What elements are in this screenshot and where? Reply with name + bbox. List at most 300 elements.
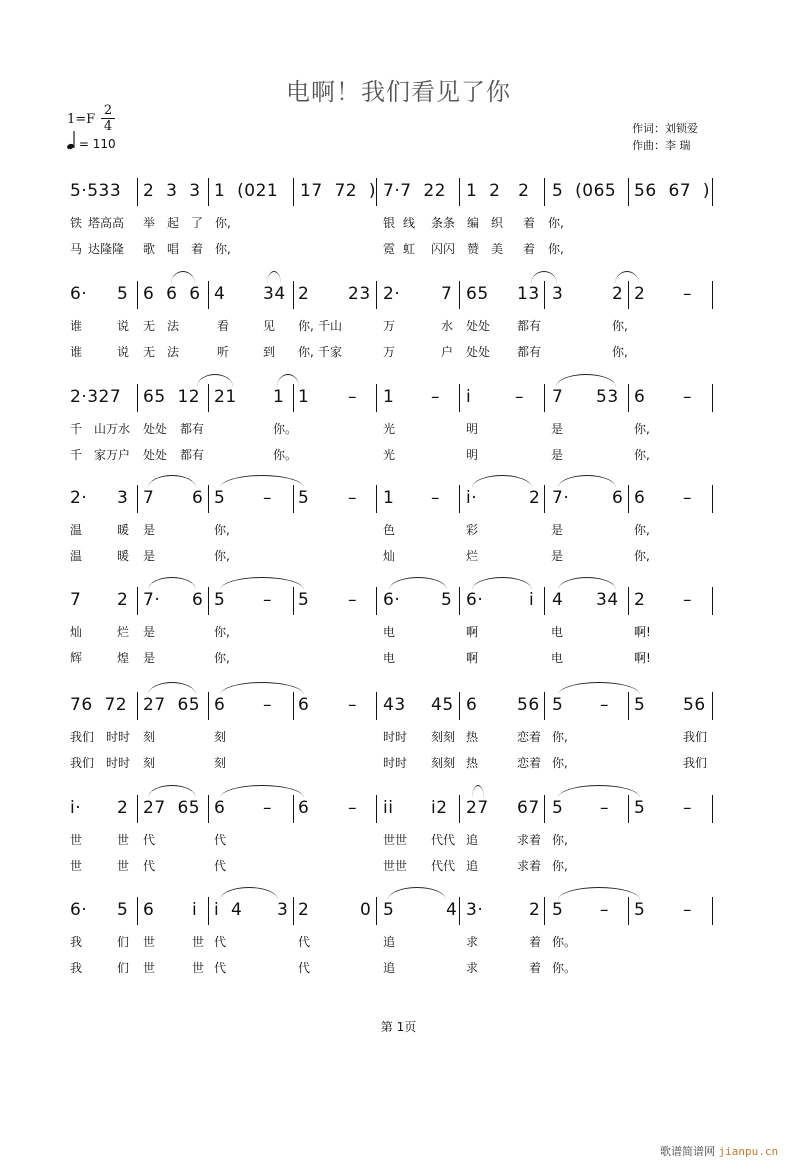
barline <box>544 384 545 412</box>
note-group: 6 <box>298 798 310 818</box>
note-group: 56 67 ) <box>634 181 711 201</box>
time-signature-denominator: 4 <box>103 119 113 134</box>
barline <box>712 384 713 412</box>
lyric-verse-1: 你, <box>215 216 231 230</box>
lyric-verse-1: 恋着 <box>517 730 542 744</box>
barline <box>712 485 713 513</box>
lyric-verse-1: 举 <box>143 216 156 230</box>
note-group: 7·7 22 <box>383 181 446 201</box>
lyric-verse-1: 烂 <box>117 625 130 639</box>
note-group: 56 <box>683 695 706 715</box>
note-group: 27 65 <box>143 798 201 818</box>
lyric-verse-2: 到 <box>263 345 276 359</box>
barline <box>137 485 138 513</box>
note-group: 5 <box>441 590 453 610</box>
note-group: 7 <box>552 387 564 407</box>
lyric-verse-2: 代 <box>214 961 227 975</box>
lyric-verse-1: 说 <box>117 319 130 333</box>
lyric-verse-1: 啊 <box>466 625 479 639</box>
note-group: – <box>348 488 357 508</box>
barline <box>712 178 713 206</box>
barline <box>459 178 460 206</box>
lyric-verse-1: 温 <box>70 523 83 537</box>
lyric-verse-1: 见 <box>263 319 276 333</box>
note-group: – <box>683 798 692 818</box>
lyric-verse-2: 千 <box>70 448 83 462</box>
note-group: – <box>263 798 272 818</box>
note-group: 23 <box>348 284 371 304</box>
note-group: 6 <box>143 900 155 920</box>
lyric-verse-1: 世 <box>192 935 205 949</box>
lyric-verse-2: 求着 <box>517 859 542 873</box>
note-group: 5 <box>117 284 129 304</box>
barline <box>376 281 377 309</box>
lyric-verse-1: 无 <box>143 319 156 333</box>
note-group: 1 <box>273 387 285 407</box>
note-group: ii <box>383 798 394 818</box>
barline <box>628 178 629 206</box>
lyric-verse-1: 彩 <box>466 523 479 537</box>
barline <box>376 795 377 823</box>
note-group: 34 <box>596 590 619 610</box>
lyric-verse-1: 法 <box>167 319 180 333</box>
lyric-verse-2: 啊 <box>466 651 479 665</box>
lyric-verse-2: 我们 <box>70 756 95 770</box>
note-group: 3 <box>117 488 129 508</box>
lyric-verse-1: 谁 <box>70 319 83 333</box>
lyric-verse-1: 世 <box>143 935 156 949</box>
lyric-verse-2: 美 <box>491 242 504 256</box>
barline <box>208 384 209 412</box>
note-group: – <box>263 695 272 715</box>
lyric-verse-2: 你, <box>214 651 230 665</box>
barline <box>628 485 629 513</box>
lyric-verse-2: 赞 <box>467 242 480 256</box>
lyric-verse-1: 处处 <box>466 319 491 333</box>
note-group: 1 2 2 <box>466 181 530 201</box>
score-system <box>0 797 797 897</box>
lyric-verse-1: 世 <box>70 833 83 847</box>
lyric-verse-1: 我们 <box>683 730 708 744</box>
key-signature: 1=F <box>67 112 96 127</box>
barline <box>293 384 294 412</box>
lyric-verse-1: 色 <box>383 523 396 537</box>
note-group: 2· <box>70 488 88 508</box>
song-title: 电啊！我们看见了你 <box>286 78 511 106</box>
lyricist: 作词：刘锁爱 <box>632 122 698 135</box>
note-group: – <box>683 900 692 920</box>
lyric-verse-1: 代 <box>214 833 227 847</box>
barline <box>459 384 460 412</box>
note-group: 45 <box>431 695 454 715</box>
lyric-verse-1: 你, <box>612 319 628 333</box>
barline <box>628 281 629 309</box>
note-group: 4 <box>214 284 226 304</box>
lyric-verse-2: 温 <box>70 549 83 563</box>
lyric-verse-2: 你, <box>214 549 230 563</box>
note-group: 6 <box>192 488 204 508</box>
lyric-verse-1: 代 <box>298 935 311 949</box>
lyric-verse-2: 虹 <box>403 242 416 256</box>
barline <box>712 795 713 823</box>
note-group: 6 <box>634 488 646 508</box>
score-system <box>0 589 797 689</box>
note-group: 3· <box>466 900 484 920</box>
lyric-verse-1: 看 <box>217 319 230 333</box>
lyric-verse-1: 我们 <box>70 730 95 744</box>
lyric-verse-2: 你, <box>552 756 568 770</box>
note-group: 6· <box>70 284 88 304</box>
lyric-verse-1: 刻 <box>143 730 156 744</box>
barline <box>376 897 377 925</box>
lyric-verse-1: 啊! <box>634 625 651 639</box>
score-system <box>0 694 797 794</box>
barline <box>293 485 294 513</box>
lyric-verse-2: 刻 <box>214 756 227 770</box>
note-group: 7· <box>552 488 570 508</box>
lyric-verse-2: 都有 <box>180 448 205 462</box>
barline <box>712 587 713 615</box>
note-group: i <box>466 387 472 407</box>
page-number: 第 1页 <box>380 1020 417 1034</box>
lyric-verse-2: 你。 <box>273 448 298 462</box>
note-group: 56 <box>517 695 540 715</box>
lyric-verse-1: 了 <box>191 216 204 230</box>
lyric-verse-2: 求 <box>466 961 479 975</box>
lyric-verse-1: 求 <box>466 935 479 949</box>
lyric-verse-2: 你, <box>612 345 628 359</box>
lyric-verse-1: 是 <box>551 523 564 537</box>
lyric-verse-2: 你, <box>634 448 650 462</box>
note-group: – <box>600 695 609 715</box>
lyric-verse-1: 处处 <box>143 422 168 436</box>
lyric-verse-1: 你, <box>298 319 314 333</box>
barline <box>208 587 209 615</box>
note-group: 2 <box>117 798 129 818</box>
score-system <box>0 283 797 383</box>
barline <box>137 587 138 615</box>
watermark-text: 歌谱简谱网 <box>660 1145 715 1158</box>
note-group: 1 <box>383 387 395 407</box>
note-group: 6 <box>634 387 646 407</box>
lyric-verse-1: 千 <box>70 422 83 436</box>
lyric-verse-2: 辉 <box>70 651 83 665</box>
lyric-verse-1: 你, <box>214 523 230 537</box>
barline <box>544 795 545 823</box>
note-group: 76 72 <box>70 695 128 715</box>
lyric-verse-2: 代 <box>298 961 311 975</box>
watermark-site: jianpu.cn <box>718 1145 779 1158</box>
note-group: 5 <box>552 798 564 818</box>
lyric-verse-2: 着 <box>529 961 542 975</box>
barline <box>293 587 294 615</box>
note-group: 7 <box>143 488 155 508</box>
note-group: 1 (021 <box>214 181 279 201</box>
note-group: 5 <box>634 900 646 920</box>
lyric-verse-1: 着 <box>529 935 542 949</box>
lyric-verse-1: 你, <box>634 422 650 436</box>
note-group: 65 <box>466 284 489 304</box>
lyric-verse-1: 你, <box>548 216 564 230</box>
tempo-marking <box>67 137 116 151</box>
barline <box>208 897 209 925</box>
lyric-verse-2: 是 <box>143 651 156 665</box>
note-group: 43 <box>383 695 406 715</box>
tempo-value: = 110 <box>78 137 116 151</box>
note-group: i <box>192 900 198 920</box>
note-group: 27 <box>466 798 489 818</box>
note-group: 34 <box>263 284 286 304</box>
note-group: 7· <box>143 590 161 610</box>
lyric-verse-1: 编 <box>467 216 480 230</box>
lyric-verse-2: 世 <box>117 859 130 873</box>
lyric-verse-2: 歌 <box>143 242 156 256</box>
barline <box>544 587 545 615</box>
lyric-verse-2: 代代 <box>431 859 456 873</box>
note-group: 5 (065 <box>552 181 617 201</box>
lyric-verse-2: 电 <box>383 651 396 665</box>
lyric-verse-2: 电 <box>551 651 564 665</box>
lyric-verse-2: 煌 <box>117 651 130 665</box>
lyric-verse-2: 我们 <box>683 756 708 770</box>
lyric-verse-1: 追 <box>466 833 479 847</box>
note-group: 2 <box>529 900 541 920</box>
note-group: 5 <box>298 488 310 508</box>
barline <box>628 692 629 720</box>
lyric-verse-1: 光 <box>383 422 396 436</box>
barline <box>712 692 713 720</box>
note-group: 3 <box>552 284 564 304</box>
barline <box>712 897 713 925</box>
barline <box>137 692 138 720</box>
barline <box>376 178 377 206</box>
lyric-verse-2: 烂 <box>466 549 479 563</box>
lyric-verse-2: 灿 <box>383 549 396 563</box>
composer: 作曲：李 瑞 <box>632 139 691 152</box>
lyric-verse-2: 马 <box>70 242 83 256</box>
note-group: 6 <box>466 695 478 715</box>
lyric-verse-1: 你, <box>552 730 568 744</box>
note-group: – <box>348 695 357 715</box>
lyric-verse-1: 你, <box>634 523 650 537</box>
lyric-verse-2: 时时 <box>383 756 408 770</box>
note-group: – <box>683 488 692 508</box>
note-group: 21 <box>214 387 237 407</box>
lyric-verse-1: 灿 <box>70 625 83 639</box>
note-group: 2 <box>529 488 541 508</box>
note-group: 5·533 <box>70 181 122 201</box>
lyric-verse-2: 着 <box>523 242 536 256</box>
note-group: 5 <box>383 900 395 920</box>
note-group: 17 72 ) <box>300 181 377 201</box>
note-group: 6· <box>70 900 88 920</box>
note-group: 6 <box>192 590 204 610</box>
barline <box>293 178 294 206</box>
note-group: 4 <box>552 590 564 610</box>
lyric-verse-2: 说 <box>117 345 130 359</box>
lyric-verse-1: 织 <box>491 216 504 230</box>
note-group: – <box>348 798 357 818</box>
barline <box>712 281 713 309</box>
lyric-verse-1: 追 <box>383 935 396 949</box>
barline <box>628 897 629 925</box>
lyric-verse-1: 是 <box>143 523 156 537</box>
lyric-verse-2: 你, <box>548 242 564 256</box>
lyric-verse-1: 银 <box>383 216 396 230</box>
lyric-verse-2: 无 <box>143 345 156 359</box>
note-group: 2 <box>298 900 310 920</box>
lyric-verse-2: 代 <box>214 859 227 873</box>
barline <box>208 281 209 309</box>
barline <box>628 795 629 823</box>
lyric-verse-1: 热 <box>466 730 479 744</box>
note-group: 2 3 3 <box>143 181 201 201</box>
note-group: 5 <box>214 590 226 610</box>
lyric-verse-1: 明 <box>466 422 479 436</box>
lyric-verse-2: 时时 <box>106 756 131 770</box>
barline <box>208 692 209 720</box>
lyric-verse-2: 我 <box>70 961 83 975</box>
note-group: 4 <box>446 900 458 920</box>
lyric-verse-2: 法 <box>167 345 180 359</box>
note-group: i 4 <box>214 900 243 920</box>
lyric-verse-2: 恋着 <box>517 756 542 770</box>
credits <box>632 120 698 154</box>
lyric-verse-2: 霓 <box>383 242 396 256</box>
lyric-verse-2: 听 <box>217 345 230 359</box>
note-group: i <box>529 590 535 610</box>
barline <box>208 178 209 206</box>
barline <box>628 384 629 412</box>
lyric-verse-2: 处处 <box>143 448 168 462</box>
barline <box>376 692 377 720</box>
note-group: 7 <box>70 590 82 610</box>
barline <box>137 795 138 823</box>
lyric-verse-1: 刻 <box>214 730 227 744</box>
lyric-verse-1: 世世 <box>383 833 408 847</box>
score-system <box>0 180 797 280</box>
note-group: – <box>348 590 357 610</box>
lyric-verse-2: 你, <box>634 549 650 563</box>
note-group: 53 <box>596 387 619 407</box>
lyric-verse-1: 我 <box>70 935 83 949</box>
barline <box>544 897 545 925</box>
note-group: i· <box>466 488 478 508</box>
note-group: 2 <box>117 590 129 610</box>
note-group: – <box>431 488 440 508</box>
lyric-verse-2: 谁 <box>70 345 83 359</box>
score-system <box>0 487 797 587</box>
lyric-verse-2: 闪闪 <box>431 242 456 256</box>
lyric-verse-1: 万 <box>383 319 396 333</box>
note-group: i· <box>70 798 82 818</box>
lyric-verse-2: 着 <box>191 242 204 256</box>
note-group: 5 <box>117 900 129 920</box>
barline <box>208 795 209 823</box>
lyric-verse-2: 追 <box>466 859 479 873</box>
barline <box>137 281 138 309</box>
lyric-verse-1: 千山 <box>318 319 343 333</box>
lyric-verse-1: 着 <box>523 216 536 230</box>
lyric-verse-2: 热 <box>466 756 479 770</box>
lyric-verse-2: 千家 <box>318 345 343 359</box>
lyric-verse-2: 你, <box>552 859 568 873</box>
lyric-verse-1: 塔高高 <box>88 216 125 230</box>
barline <box>459 587 460 615</box>
note-group: – <box>431 387 440 407</box>
note-group: 6· <box>466 590 484 610</box>
lyric-verse-2: 世 <box>143 961 156 975</box>
watermark <box>660 1143 778 1159</box>
barline <box>459 897 460 925</box>
barline <box>376 485 377 513</box>
barline <box>459 692 460 720</box>
lyric-verse-2: 追 <box>383 961 396 975</box>
quarter-note-icon <box>67 137 75 151</box>
barline <box>137 178 138 206</box>
note-group: 5 <box>634 798 646 818</box>
lyric-verse-2: 刻 <box>143 756 156 770</box>
lyric-verse-1: 代 <box>143 833 156 847</box>
lyric-verse-1: 你。 <box>552 935 577 949</box>
lyric-verse-1: 们 <box>117 935 130 949</box>
barline <box>293 795 294 823</box>
note-group: – <box>515 387 524 407</box>
note-group: 2 <box>298 284 310 304</box>
note-group: – <box>600 900 609 920</box>
note-group: 5 <box>552 900 564 920</box>
note-group: 2 <box>634 284 646 304</box>
note-group: 5 <box>634 695 646 715</box>
note-group: – <box>263 590 272 610</box>
lyric-verse-2: 世 <box>192 961 205 975</box>
time-signature-numerator: 2 <box>101 103 115 119</box>
lyric-verse-1: 都有 <box>180 422 205 436</box>
lyric-verse-2: 都有 <box>517 345 542 359</box>
lyric-verse-2: 代 <box>143 859 156 873</box>
note-group: 67 <box>517 798 540 818</box>
lyric-verse-2: 是 <box>551 448 564 462</box>
lyric-verse-1: 电 <box>383 625 396 639</box>
lyric-verse-2: 啊! <box>634 651 651 665</box>
lyric-verse-1: 你。 <box>273 422 298 436</box>
barline <box>376 587 377 615</box>
barline <box>459 795 460 823</box>
barline <box>544 692 545 720</box>
barline <box>293 281 294 309</box>
note-group: – <box>683 284 692 304</box>
lyric-verse-1: 刻刻 <box>431 730 456 744</box>
lyric-verse-2: 光 <box>383 448 396 462</box>
lyric-verse-2: 们 <box>117 961 130 975</box>
lyric-verse-1: 时时 <box>106 730 131 744</box>
lyric-verse-2: 你。 <box>552 961 577 975</box>
barline <box>544 485 545 513</box>
lyric-verse-2: 唱 <box>167 242 180 256</box>
note-group: 6 <box>214 798 226 818</box>
lyric-verse-1: 起 <box>167 216 180 230</box>
note-group: 6 6 6 <box>143 284 201 304</box>
lyric-verse-1: 你, <box>552 833 568 847</box>
lyric-verse-2: 刻刻 <box>431 756 456 770</box>
note-group: 13 <box>517 284 540 304</box>
note-group: i2 <box>431 798 448 818</box>
barline <box>544 178 545 206</box>
lyric-verse-1: 是 <box>551 422 564 436</box>
lyric-verse-1: 代代 <box>431 833 456 847</box>
lyric-verse-1: 时时 <box>383 730 408 744</box>
note-group: – <box>263 488 272 508</box>
